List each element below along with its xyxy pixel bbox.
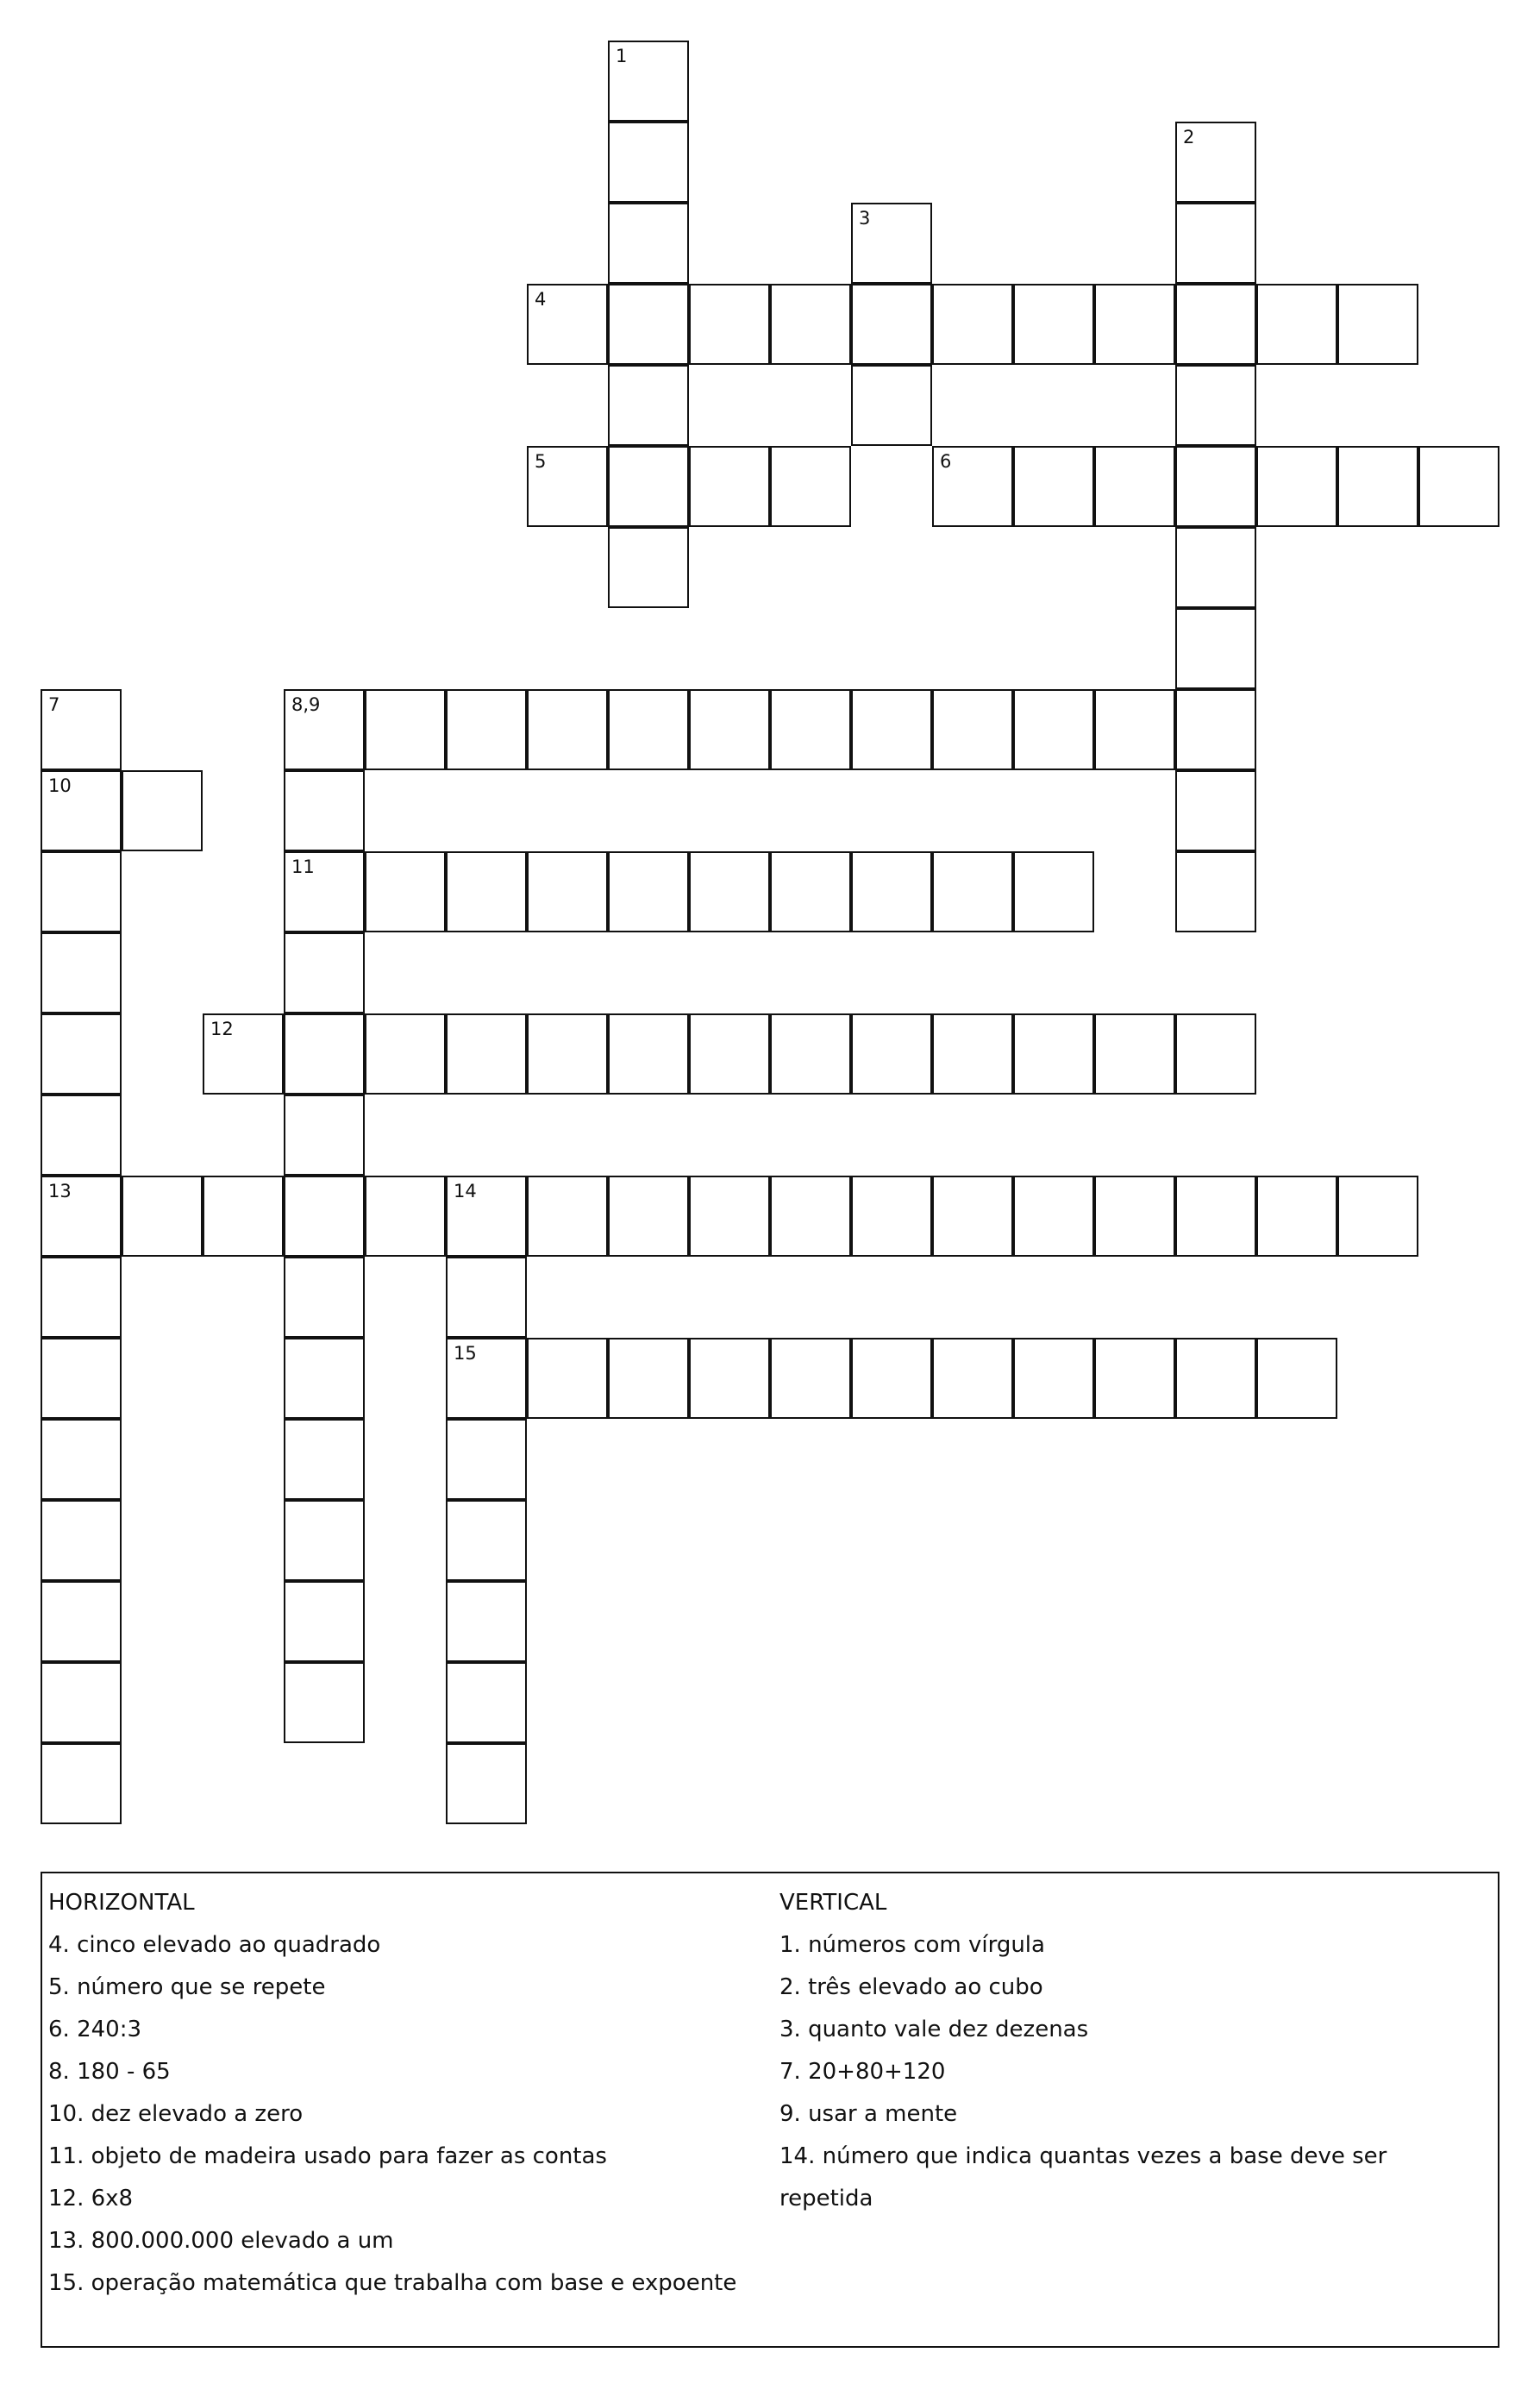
grid-cell[interactable] [446,1581,527,1662]
grid-cell[interactable] [770,1176,851,1257]
grid-cell[interactable] [1013,1013,1094,1095]
grid-cell[interactable] [851,1338,932,1419]
grid-cell[interactable] [1094,1338,1175,1419]
grid-cell[interactable] [41,1095,122,1176]
grid-cell[interactable] [203,1176,284,1257]
grid-cell[interactable] [932,446,1013,527]
clue-number: 10 [48,775,72,796]
grid-cell[interactable] [284,851,365,932]
grid-cell[interactable] [932,284,1013,365]
grid-cell[interactable] [932,689,1013,770]
grid-cell[interactable] [446,1176,527,1257]
grid-cell[interactable] [284,689,365,770]
clue-number: 6 [940,451,952,472]
grid-cell[interactable] [365,689,446,770]
clue-number: 14 [454,1181,477,1201]
grid-cell[interactable] [851,689,932,770]
grid-cell[interactable] [1013,689,1094,770]
grid-cell[interactable] [284,932,365,1013]
clue-number: 13 [48,1181,72,1201]
grid-cell[interactable] [1337,446,1418,527]
grid-cell[interactable] [608,1013,689,1095]
grid-cell[interactable] [1094,1176,1175,1257]
grid-cell[interactable] [770,851,851,932]
clue-number: 3 [859,208,871,229]
vertical-clues [779,1882,1387,2220]
grid-cell[interactable] [1094,689,1175,770]
clue-number: 15 [454,1343,477,1364]
grid-cell[interactable] [446,1257,527,1338]
grid-cell[interactable] [608,1338,689,1419]
grid-cell[interactable] [689,446,770,527]
clue-h-11: 11. objeto de madeira usado para fazer as contas [48,2143,607,2169]
grid-cell[interactable] [527,284,608,365]
grid-cell[interactable] [203,1013,284,1095]
grid-cell[interactable] [446,1743,527,1824]
grid-cell[interactable] [1337,1176,1418,1257]
grid-cell[interactable] [932,851,1013,932]
grid-cell[interactable] [41,689,122,770]
grid-cell[interactable] [284,770,365,851]
grid-cell[interactable] [1013,851,1094,932]
grid-cell[interactable] [1013,284,1094,365]
grid-cell[interactable] [932,1013,1013,1095]
vertical-title: VERTICAL [779,1890,887,1916]
grid-cell[interactable] [608,851,689,932]
grid-cell[interactable] [446,851,527,932]
clue-number: 8,9 [291,694,321,715]
grid-cell[interactable] [41,1662,122,1743]
clue-h-8: 8. 180 - 65 [48,2059,171,2085]
grid-cell[interactable] [1175,851,1256,932]
grid-cell[interactable] [41,1338,122,1419]
grid-cell[interactable] [527,1176,608,1257]
grid-cell[interactable] [1094,1013,1175,1095]
grid-cell[interactable] [689,284,770,365]
grid-cell[interactable] [608,446,689,527]
clue-h-4: 4. cinco elevado ao quadrado [48,1932,381,1958]
grid-cell[interactable] [851,1013,932,1095]
clue-number: 12 [210,1019,234,1039]
grid-cell[interactable] [608,1176,689,1257]
grid-cell[interactable] [41,1013,122,1095]
grid-cell[interactable] [1256,1338,1337,1419]
clue-number: 2 [1183,127,1195,147]
grid-cell[interactable] [608,284,689,365]
grid-cell[interactable] [122,1176,203,1257]
grid-cell[interactable] [284,1419,365,1500]
grid-cell[interactable] [689,1338,770,1419]
grid-cell[interactable] [1094,446,1175,527]
grid-cell[interactable] [527,1013,608,1095]
grid-cell[interactable] [1013,446,1094,527]
grid-cell[interactable] [1175,203,1256,284]
grid-cell[interactable] [1256,284,1337,365]
grid-cell[interactable] [1175,527,1256,608]
clue-number: 5 [535,451,547,472]
grid-cell[interactable] [1175,608,1256,689]
clue-h-13: 13. 800.000.000 elevado a um [48,2228,394,2254]
grid-cell[interactable] [770,1338,851,1419]
grid-cell[interactable] [41,851,122,932]
grid-cell[interactable] [446,1662,527,1743]
grid-cell[interactable] [770,446,851,527]
grid-cell[interactable] [851,851,932,932]
grid-cell[interactable] [770,1013,851,1095]
grid-cell[interactable] [851,284,932,365]
grid-cell[interactable] [284,1095,365,1176]
grid-cell[interactable] [41,1176,122,1257]
grid-cell[interactable] [1175,365,1256,446]
grid-cell[interactable] [41,1743,122,1824]
clue-v-7: 7. 20+80+120 [779,2059,946,2085]
grid-cell[interactable] [1418,446,1499,527]
grid-cell[interactable] [608,122,689,203]
grid-cell[interactable] [932,1176,1013,1257]
grid-cell[interactable] [1175,1338,1256,1419]
grid-cell[interactable] [365,1176,446,1257]
grid-cell[interactable] [446,1013,527,1095]
clue-h-5: 5. número que se repete [48,1974,326,2000]
grid-cell[interactable] [770,689,851,770]
grid-cell[interactable] [851,203,932,284]
grid-cell[interactable] [1175,284,1256,365]
clues-box [41,1872,1499,2348]
clue-v-9: 9. usar a mente [779,2101,958,2127]
clue-number: 1 [616,46,628,66]
grid-cell[interactable] [1175,770,1256,851]
clue-number: 4 [535,289,547,310]
grid-cell[interactable] [527,446,608,527]
grid-cell[interactable] [608,527,689,608]
grid-cell[interactable] [527,1338,608,1419]
clue-v-14-cont: repetida [779,2186,873,2211]
grid-cell[interactable] [851,1176,932,1257]
grid-cell[interactable] [851,365,932,446]
clue-v-1: 1. números com vírgula [779,1932,1045,1958]
grid-cell[interactable] [284,1176,365,1257]
grid-cell[interactable] [365,851,446,932]
grid-cell[interactable] [608,689,689,770]
grid-cell[interactable] [689,851,770,932]
grid-cell[interactable] [770,284,851,365]
grid-cell[interactable] [41,1500,122,1581]
grid-cell[interactable] [1175,446,1256,527]
grid-cell[interactable] [1337,284,1418,365]
grid-cell[interactable] [1175,1176,1256,1257]
grid-cell[interactable] [608,203,689,284]
grid-cell[interactable] [608,365,689,446]
grid-cell[interactable] [1094,284,1175,365]
clue-v-3: 3. quanto vale dez dezenas [779,2017,1089,2042]
grid-cell[interactable] [41,932,122,1013]
grid-cell[interactable] [689,1176,770,1257]
clue-h-12: 12. 6x8 [48,2186,134,2211]
grid-cell[interactable] [1013,1176,1094,1257]
grid-cell[interactable] [527,851,608,932]
grid-cell[interactable] [41,770,122,851]
clue-v-14: 14. número que indica quantas vezes a base deve ser [779,2143,1387,2169]
grid-cell[interactable] [41,1581,122,1662]
horizontal-clues [48,1882,736,2305]
grid-cell[interactable] [284,1338,365,1419]
grid-cell[interactable] [1175,689,1256,770]
grid-cell[interactable] [41,1419,122,1500]
grid-cell[interactable] [122,770,203,851]
grid-cell[interactable] [527,689,608,770]
grid-cell[interactable] [689,689,770,770]
clue-h-10: 10. dez elevado a zero [48,2101,304,2127]
grid-cell[interactable] [284,1257,365,1338]
clue-v-2: 2. três elevado ao cubo [779,1974,1043,2000]
grid-cell[interactable] [284,1500,365,1581]
grid-cell[interactable] [608,41,689,122]
grid-cell[interactable] [284,1662,365,1743]
grid-cell[interactable] [1175,1013,1256,1095]
clue-number: 7 [48,694,60,715]
grid-cell[interactable] [365,1013,446,1095]
grid-cell[interactable] [1256,446,1337,527]
horizontal-title: HORIZONTAL [48,1890,195,1916]
grid-cell[interactable] [41,1257,122,1338]
grid-cell[interactable] [446,1338,527,1419]
grid-cell[interactable] [284,1013,365,1095]
grid-cell[interactable] [1175,122,1256,203]
grid-cell[interactable] [1256,1176,1337,1257]
grid-cell[interactable] [932,1338,1013,1419]
grid-cell[interactable] [446,1500,527,1581]
grid-cell[interactable] [284,1581,365,1662]
clue-h-15: 15. operação matemática que trabalha com base e expoente [48,2270,737,2296]
clue-number: 11 [291,856,315,877]
grid-cell[interactable] [1013,1338,1094,1419]
grid-cell[interactable] [689,1013,770,1095]
clue-h-6: 6. 240:3 [48,2017,141,2042]
grid-cell[interactable] [446,689,527,770]
grid-cell[interactable] [446,1419,527,1500]
